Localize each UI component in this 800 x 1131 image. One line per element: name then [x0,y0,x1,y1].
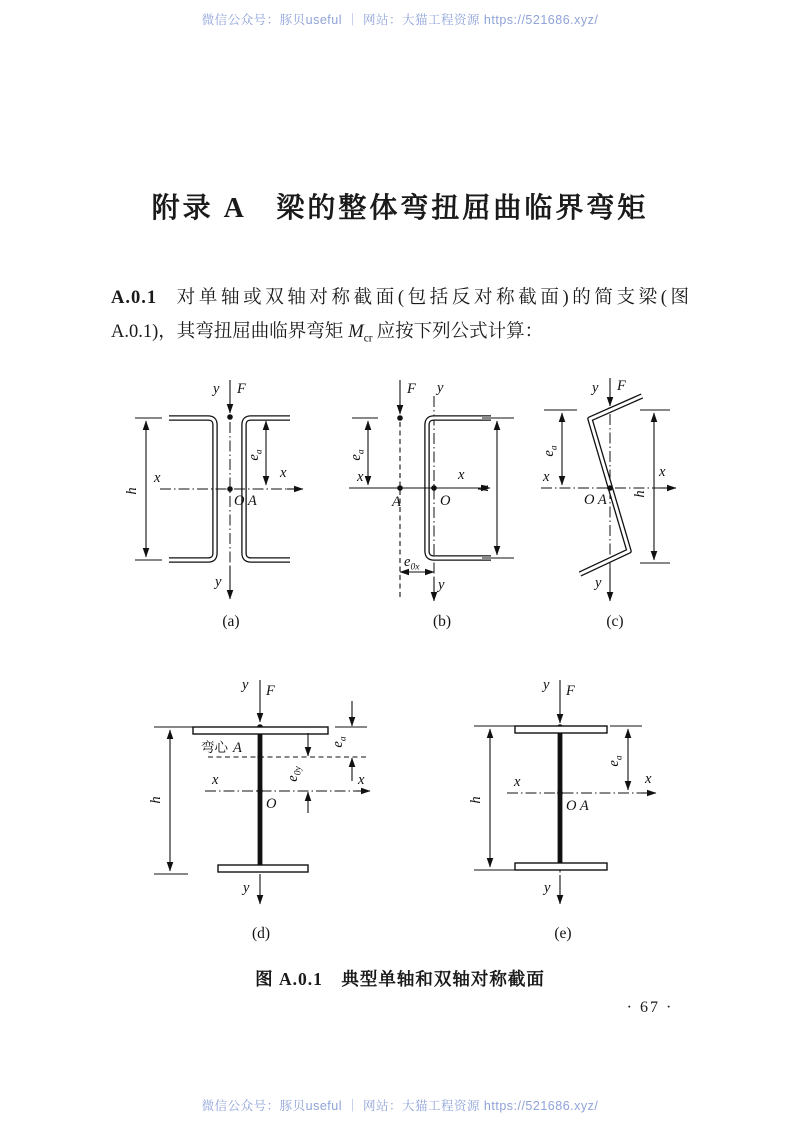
clause-text-1: 对单轴或双轴对称截面(包括反对称截面)的简支梁(图 [173,288,689,308]
moment-subscript: cr [363,332,373,345]
clause-text-2: A.0.1)，其弯扭屈曲临界弯矩 [111,322,344,342]
label-y-bottom: y [243,880,250,896]
label-x-right: x [358,772,365,788]
label-force: F [407,381,416,397]
label-x-left: x [154,470,161,486]
section-outline [515,726,607,870]
page-title: 附录 A 梁的整体弯扭屈曲临界弯矩 [151,193,649,224]
centroid-point [431,485,437,491]
label-force: F [617,378,626,394]
dimension-h [476,418,514,558]
label-O: O [266,796,277,812]
label-y-bottom: y [438,577,445,593]
diagram-panel-c [520,372,705,634]
label-y-top: y [437,380,444,396]
label-y-top: y [543,677,550,693]
section-outline [580,396,642,574]
dimension-h [124,418,162,560]
panel-tag-a: (a) [222,613,240,630]
panel-tag-c: (c) [606,613,624,630]
clause-line-1 [111,283,689,313]
label-h: h [468,796,484,804]
shear-center-point [257,754,262,759]
centroid-point [257,788,263,794]
centroid-point [607,485,613,491]
dimension-ea [246,421,266,485]
watermark-top: 微信公众号：豚贝useful ｜ 网站：大猫工程资源 https://521686.xyz/ [201,13,599,27]
label-O: O [440,493,451,509]
panel-tag-d: (d) [251,925,271,942]
label-A: A [392,494,401,510]
diagram-panel-d [130,670,380,950]
label-h: h [124,487,140,495]
label-force: F [237,381,246,397]
label-y-top: y [592,380,599,396]
centroid-point [227,486,233,492]
watermark-bottom: 微信公众号：豚贝useful ｜ 网站：大猫工程资源 https://521686.xyz/ [201,1099,599,1113]
label-force: F [566,683,575,699]
load-point [227,414,233,420]
dimension-ea [330,701,367,781]
label-y-top: y [213,381,220,397]
svg-text:ea: $e_a$ [330,736,349,748]
clause-line-2 [111,317,689,354]
label-x-left: x [212,772,219,788]
svg-text:ea: $e_a$ [541,445,560,457]
clause-text-3: 应按下列公式计算： [376,322,544,342]
shear-center-point [397,485,403,491]
label-h: h [148,796,164,804]
label-y-top: y [242,677,249,693]
figure-caption: 图 A.0.1 典型单轴和双轴对称截面 [255,969,545,989]
label-x-right: x [645,771,652,787]
label-x-right: x [280,465,287,481]
label-x-left: x [357,469,364,485]
label-shear-center: 弯心 A [201,740,242,756]
label-y-bottom: y [595,575,602,591]
label-y-bottom: y [215,574,222,590]
dimension-h [632,410,670,563]
svg-text:e0y: $e_{0y}$ [285,766,304,782]
page-number: · 67 · [626,999,674,1016]
svg-text:ea: $e_a$ [606,755,625,767]
diagram-panel-e [420,670,670,950]
diagram-panel-a [120,372,320,634]
svg-text:ea: $e_a$ [246,449,265,461]
label-OA: O A [584,492,607,508]
label-x-left: x [514,774,521,790]
clause-number: A.0.1 [111,288,158,308]
load-point [397,415,403,421]
moment-symbol: M [348,322,364,342]
svg-text:ea: $e_a$ [348,449,367,461]
dimension-h [468,726,515,870]
label-x-left: x [543,469,550,485]
svg-text:e0x: $e_{0x}$ [404,554,420,573]
label-h: h [632,490,648,498]
dimension-h [148,727,193,874]
panel-tag-b: (b) [432,613,452,630]
label-y-bottom: y [544,880,551,896]
diagram-panel-b [330,372,520,634]
label-h: h [476,484,492,492]
label-force: F [266,683,275,699]
dimension-ea [606,726,642,790]
centroid-point [557,790,563,796]
dimension-e0y [285,733,308,813]
panel-tag-e: (e) [554,925,572,942]
label-x-right: x [659,464,666,480]
label-x-right: x [458,467,465,483]
label-OA: O A [234,493,257,509]
label-OA: O A [566,798,589,814]
